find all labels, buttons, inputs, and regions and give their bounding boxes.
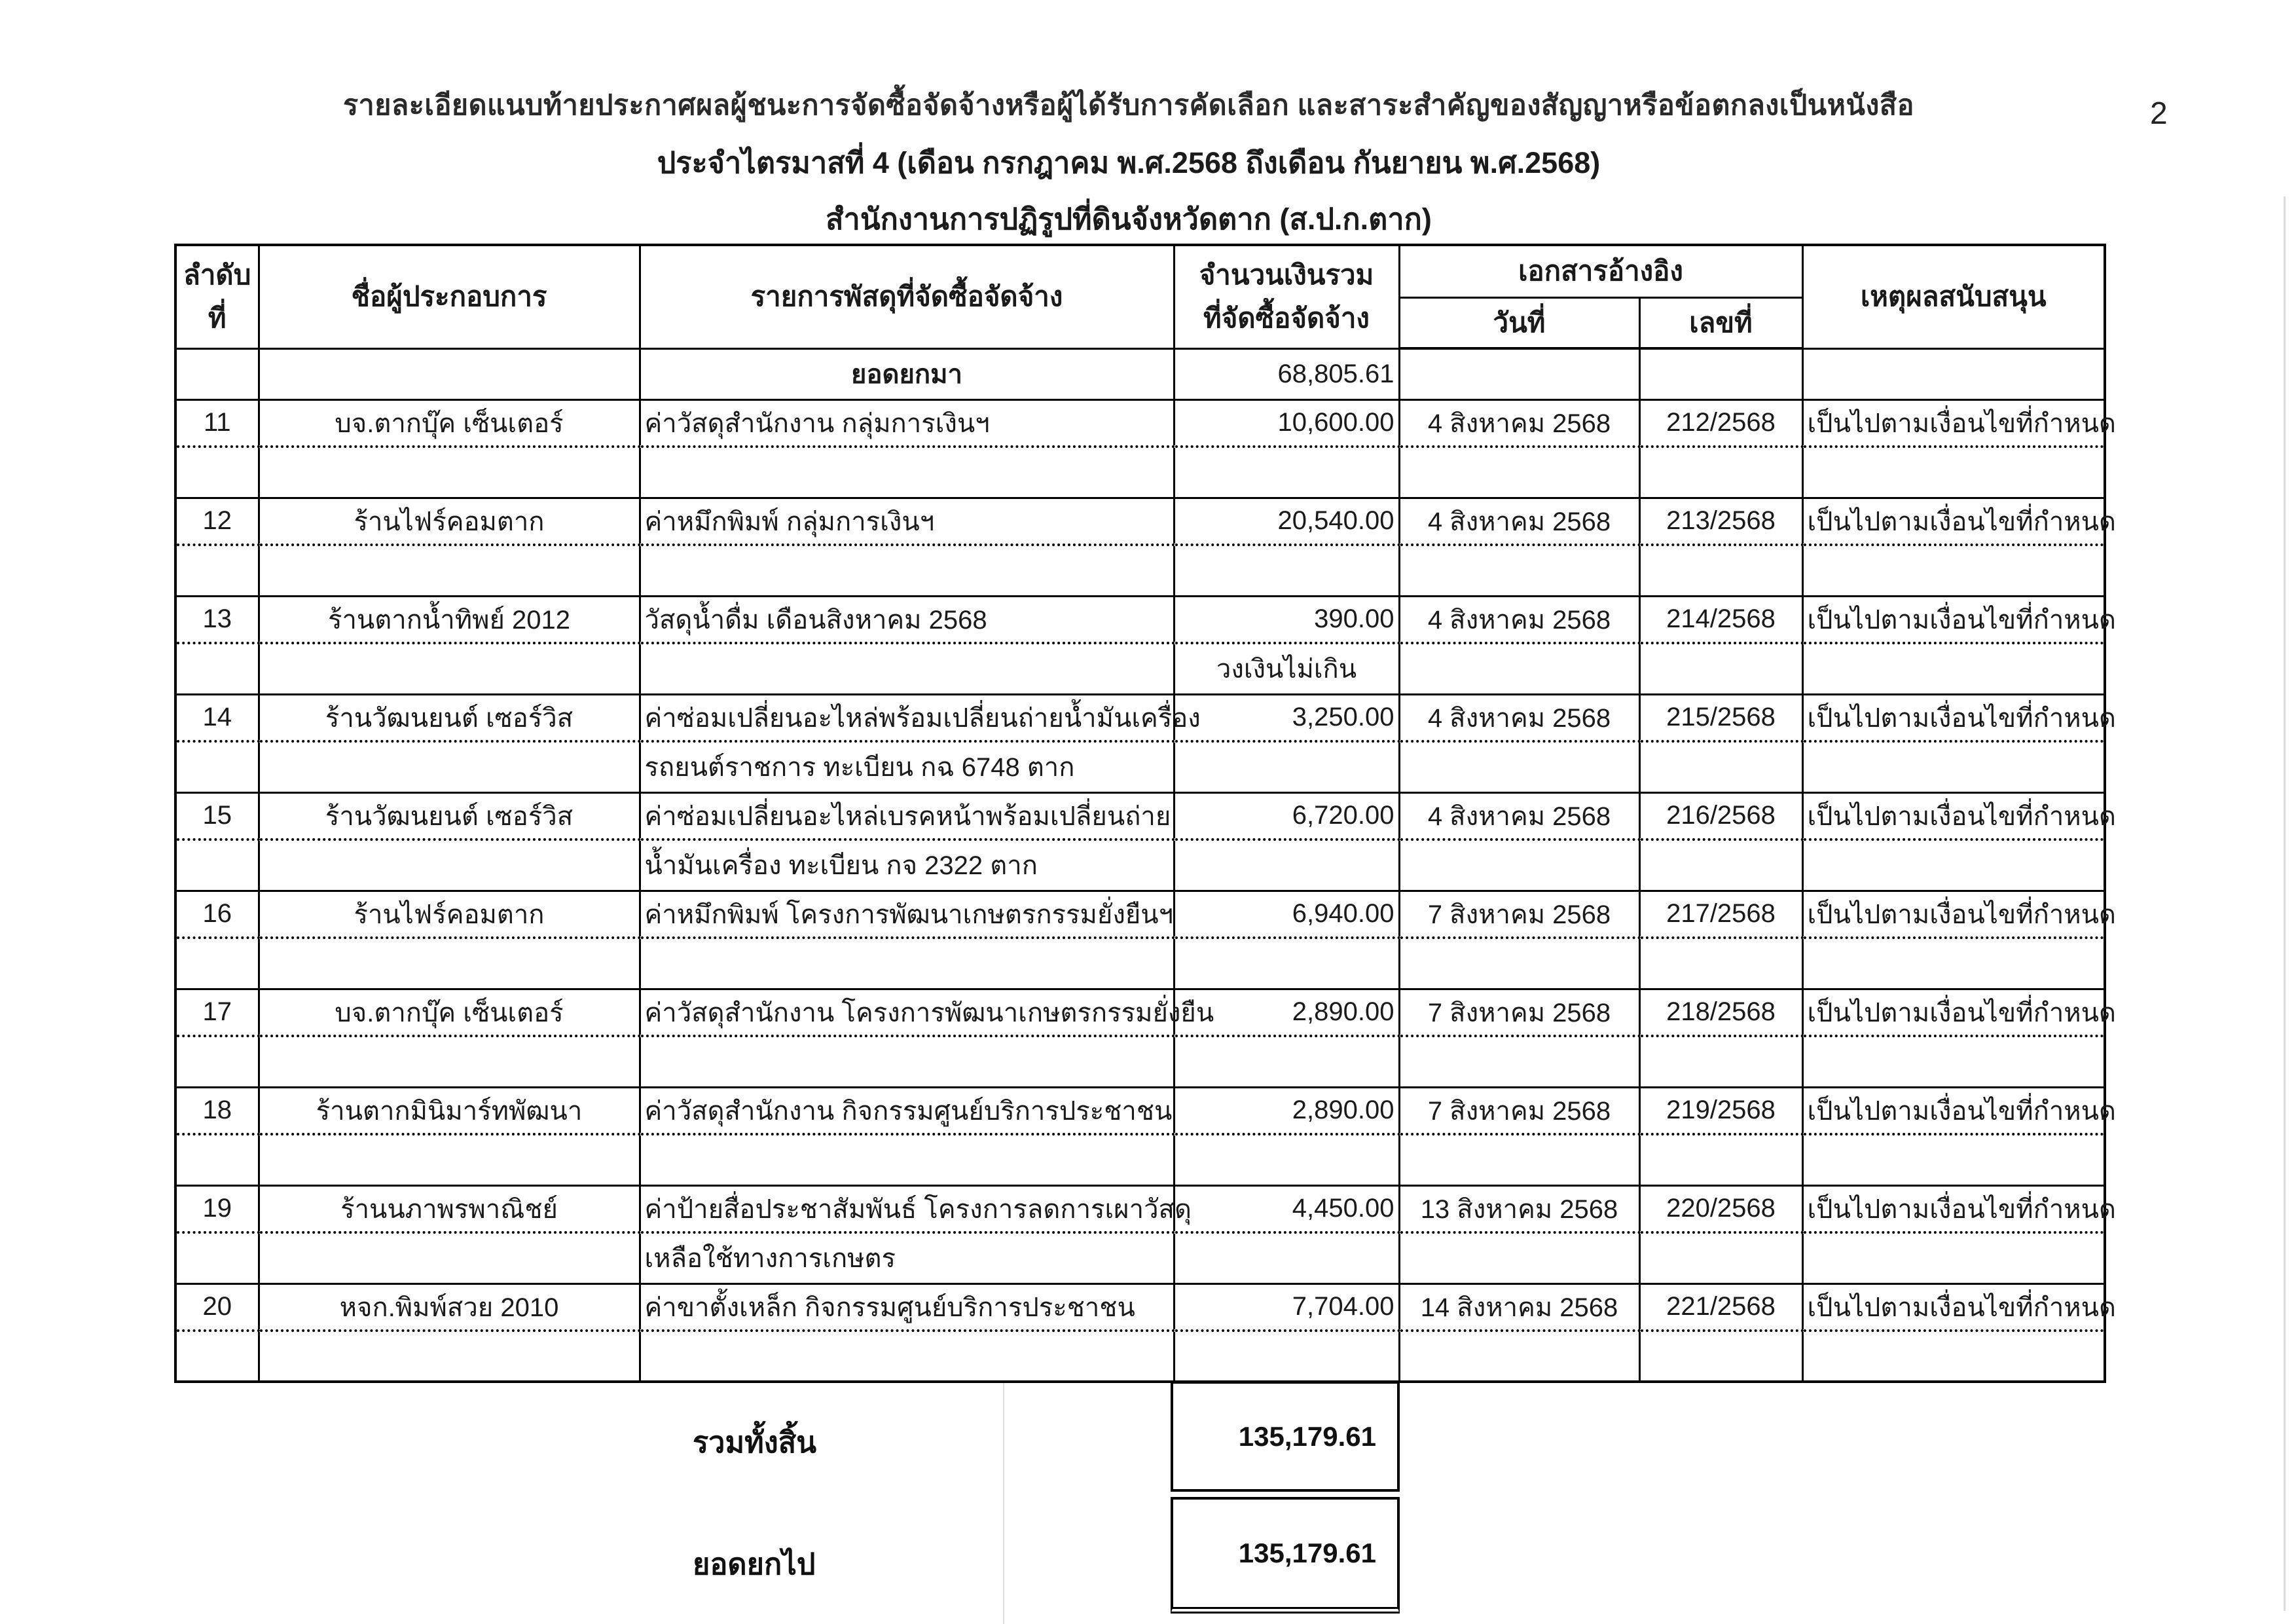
cell-amount-note [1174, 938, 1399, 989]
cell-empty [175, 1134, 259, 1185]
cell-amount-note [1174, 545, 1399, 596]
cell-amount: 20,540.00 [1174, 498, 1399, 545]
cell-empty [175, 1232, 259, 1283]
header-amount-line1: จำนวนเงินรวม [1199, 259, 1374, 291]
cell-amount: 6,940.00 [1174, 891, 1399, 938]
cell-reason: เป็นไปตามเงื่อนไขที่กำหนด [1802, 989, 2105, 1036]
cell-item: ค่าหมึกพิมพ์ กลุ่มการเงินฯ [640, 498, 1174, 545]
cell-no: 16 [175, 891, 259, 938]
cell-item-line2 [640, 1134, 1174, 1185]
table-header [175, 245, 2105, 348]
cell-reason: เป็นไปตามเงื่อนไขที่กำหนด [1802, 1283, 2105, 1331]
cell-item-line2: น้ำมันเครื่อง ทะเบียน กจ 2322 ตาก [640, 840, 1174, 891]
table-row-continuation [175, 840, 2105, 891]
table-row [175, 891, 2105, 938]
cell-amount-note: วงเงินไม่เกิน [1174, 643, 1399, 694]
cell-empty [259, 643, 640, 694]
cell-item-line2: เหลือใช้ทางการเกษตร [640, 1232, 1174, 1283]
header-ref-no: เลขที่ [1639, 297, 1802, 348]
cell-doc-no: 215/2568 [1639, 694, 1802, 741]
carried-forward-label: ยอดยกไป [693, 1547, 816, 1581]
cell-vendor: ร้านตากมินิมาร์ทพัฒนา [259, 1087, 640, 1134]
cell-amount: 7,704.00 [1174, 1283, 1399, 1331]
table-row [175, 498, 2105, 545]
table-row [175, 694, 2105, 741]
cell-empty [1802, 643, 2105, 694]
procurement-table [174, 244, 2116, 1383]
cell-empty [175, 447, 259, 498]
cell-empty [175, 545, 259, 596]
cell-item-line2 [640, 1331, 1174, 1382]
cell-empty [175, 1036, 259, 1087]
cell-empty [1399, 1232, 1639, 1283]
cell-empty [1802, 1232, 2105, 1283]
brought-forward-row [175, 348, 2105, 399]
cell-empty [1639, 1232, 1802, 1283]
cell-date: 4 สิงหาคม 2568 [1399, 399, 1639, 447]
header-item: รายการพัสดุที่จัดซื้อจัดจ้าง [640, 245, 1174, 348]
cell-item-line2 [640, 938, 1174, 989]
cell-item: ค่าขาตั้งเหล็ก กิจกรรมศูนย์บริการประชาชน [640, 1283, 1174, 1331]
cell-empty [259, 938, 640, 989]
cell-empty [1802, 348, 2105, 399]
cell-no: 15 [175, 792, 259, 840]
header-reason: เหตุผลสนับสนุน [1802, 245, 2105, 348]
cell-item: ค่าวัสดุสำนักงาน กิจกรรมศูนย์บริการประชาชน [640, 1087, 1174, 1134]
cell-date: 7 สิงหาคม 2568 [1399, 1087, 1639, 1134]
cell-date: 13 สิงหาคม 2568 [1399, 1185, 1639, 1232]
cell-vendor: บจ.ตากบุ๊ค เซ็นเตอร์ [259, 989, 640, 1036]
carried-forward-amount: 135,179.61 [1171, 1497, 1400, 1614]
cell-empty [175, 938, 259, 989]
cell-doc-no: 217/2568 [1639, 891, 1802, 938]
cell-empty [259, 1036, 640, 1087]
cell-no: 20 [175, 1283, 259, 1331]
cell-date: 4 สิงหาคม 2568 [1399, 596, 1639, 643]
page-number: 2 [2150, 96, 2168, 131]
table-row-continuation [175, 643, 2105, 694]
cell-item: ค่าหมึกพิมพ์ โครงการพัฒนาเกษตรกรรมยั่งยืนฯ [640, 891, 1174, 938]
cell-doc-no: 219/2568 [1639, 1087, 1802, 1134]
cell-doc-no: 214/2568 [1639, 596, 1802, 643]
cell-amount: 3,250.00 [1174, 694, 1399, 741]
table-row-continuation [175, 1232, 2105, 1283]
cell-empty [1802, 1134, 2105, 1185]
cell-empty [1399, 643, 1639, 694]
cell-empty [1802, 840, 2105, 891]
cell-empty [1399, 348, 1639, 399]
cell-item: ค่าวัสดุสำนักงาน กลุ่มการเงินฯ [640, 399, 1174, 447]
cell-amount-note [1174, 741, 1399, 792]
document-title-line3: สำนักงานการปฏิรูปที่ดินจังหวัดตาก (ส.ป.ก.ตาก) [826, 202, 1432, 236]
cell-reason: เป็นไปตามเงื่อนไขที่กำหนด [1802, 596, 2105, 643]
cell-empty [175, 348, 259, 399]
cell-vendor: ร้านไฟร์คอมตาก [259, 498, 640, 545]
brought-forward-label: ยอดยกมา [640, 348, 1174, 399]
cell-amount-note [1174, 1036, 1399, 1087]
cell-vendor: ร้านไฟร์คอมตาก [259, 891, 640, 938]
cell-amount: 6,720.00 [1174, 792, 1399, 840]
cell-empty [175, 741, 259, 792]
cell-vendor: ร้านตากน้ำทิพย์ 2012 [259, 596, 640, 643]
cell-empty [1802, 938, 2105, 989]
cell-doc-no: 216/2568 [1639, 792, 1802, 840]
cell-no: 12 [175, 498, 259, 545]
cell-empty [1639, 840, 1802, 891]
cell-doc-no: 221/2568 [1639, 1283, 1802, 1331]
cell-amount-note [1174, 1232, 1399, 1283]
cell-doc-no: 218/2568 [1639, 989, 1802, 1036]
header-ref-date: วันที่ [1399, 297, 1639, 348]
grand-total-label: รวมทั้งสิ้น [693, 1426, 816, 1459]
cell-item-line2 [640, 545, 1174, 596]
cell-amount-note [1174, 1331, 1399, 1382]
header-amount [1174, 245, 1399, 348]
cell-no: 13 [175, 596, 259, 643]
cell-reason: เป็นไปตามเงื่อนไขที่กำหนด [1802, 1087, 2105, 1134]
cell-empty [1399, 1036, 1639, 1087]
cell-date: 7 สิงหาคม 2568 [1399, 891, 1639, 938]
cell-reason: เป็นไปตามเงื่อนไขที่กำหนด [1802, 694, 2105, 741]
table-row [175, 1185, 2105, 1232]
cell-no: 19 [175, 1185, 259, 1232]
document-title-line2: ประจำไตรมาสที่ 4 (เดือน กรกฎาคม พ.ศ.2568 ถึงเดือน กันยายน พ.ศ.2568) [657, 146, 1601, 179]
table-row-continuation [175, 545, 2105, 596]
table-row-continuation [175, 938, 2105, 989]
cell-empty [1802, 1036, 2105, 1087]
cell-item-line2 [640, 447, 1174, 498]
table-row-continuation [175, 1331, 2105, 1382]
cell-empty [1399, 741, 1639, 792]
cell-amount: 390.00 [1174, 596, 1399, 643]
cell-item: ค่าป้ายสื่อประชาสัมพันธ์ โครงการลดการเผาวัสดุ [640, 1185, 1174, 1232]
cell-doc-no: 220/2568 [1639, 1185, 1802, 1232]
table-row-continuation [175, 741, 2105, 792]
document-title-line1: รายละเอียดแนบท้ายประกาศผลผู้ชนะการจัดซื้อจัดจ้างหรือผู้ได้รับการคัดเลือก และสาระสำคัญของสัญญาหรือข้อตกลงเป็นหนังสือ [343, 90, 1914, 121]
header-no-line1: ลำดับ [183, 259, 251, 291]
cell-empty [175, 643, 259, 694]
cell-date: 4 สิงหาคม 2568 [1399, 498, 1639, 545]
cell-item-line2 [640, 1036, 1174, 1087]
header-reference: เอกสารอ้างอิง [1399, 245, 1802, 297]
cell-empty [1399, 545, 1639, 596]
cell-empty [1802, 447, 2105, 498]
cell-vendor: ร้านวัฒนยนต์ เซอร์วิส [259, 792, 640, 840]
cell-empty [1802, 545, 2105, 596]
table-row [175, 399, 2105, 447]
cell-empty [1639, 741, 1802, 792]
cell-empty [1639, 1134, 1802, 1185]
cell-empty [259, 741, 640, 792]
cell-item-line2 [640, 643, 1174, 694]
cell-empty [1639, 1331, 1802, 1382]
cell-amount-note [1174, 840, 1399, 891]
header-amount-line2: ที่จัดซื้อจัดจ้าง [1203, 303, 1370, 334]
cell-amount: 2,890.00 [1174, 989, 1399, 1036]
cell-vendor: ร้านนภาพรพาณิชย์ [259, 1185, 640, 1232]
cell-no: 18 [175, 1087, 259, 1134]
cell-reason: เป็นไปตามเงื่อนไขที่กำหนด [1802, 792, 2105, 840]
cell-no: 11 [175, 399, 259, 447]
cell-date: 7 สิงหาคม 2568 [1399, 989, 1639, 1036]
table-row [175, 792, 2105, 840]
table-row-continuation [175, 1036, 2105, 1087]
cell-empty [1639, 643, 1802, 694]
cell-date: 4 สิงหาคม 2568 [1399, 792, 1639, 840]
cell-empty [259, 348, 640, 399]
cell-date: 4 สิงหาคม 2568 [1399, 694, 1639, 741]
cell-empty [259, 1232, 640, 1283]
table-row-continuation [175, 447, 2105, 498]
cell-amount: 10,600.00 [1174, 399, 1399, 447]
table-row [175, 1087, 2105, 1134]
header-no-line2: ที่ [208, 303, 227, 334]
cell-empty [259, 840, 640, 891]
cell-item: ค่าซ่อมเปลี่ยนอะไหล่พร้อมเปลี่ยนถ่ายน้ำมันเครื่อง [640, 694, 1174, 741]
cell-empty [1639, 1036, 1802, 1087]
cell-item: วัสดุน้ำดื่ม เดือนสิงหาคม 2568 [640, 596, 1174, 643]
grand-total-amount: 135,179.61 [1171, 1380, 1400, 1492]
cell-no: 17 [175, 989, 259, 1036]
cell-empty [1399, 938, 1639, 989]
brought-forward-amount: 68,805.61 [1174, 348, 1399, 399]
cell-doc-no: 212/2568 [1639, 399, 1802, 447]
cell-vendor: หจก.พิมพ์สวย 2010 [259, 1283, 640, 1331]
cell-empty [1639, 938, 1802, 989]
cell-empty [175, 1331, 259, 1382]
cell-empty [175, 840, 259, 891]
cell-empty [1399, 1331, 1639, 1382]
cell-no: 14 [175, 694, 259, 741]
cell-empty [1399, 447, 1639, 498]
cell-item: ค่าวัสดุสำนักงาน โครงการพัฒนาเกษตรกรรมยั่งยืน [640, 989, 1174, 1036]
cell-empty [259, 1331, 640, 1382]
cell-amount-note [1174, 1134, 1399, 1185]
cell-empty [1639, 447, 1802, 498]
scan-streak-artifact [1003, 1383, 1004, 1624]
cell-date: 14 สิงหาคม 2568 [1399, 1283, 1639, 1331]
cell-vendor: บจ.ตากบุ๊ค เซ็นเตอร์ [259, 399, 640, 447]
table-row [175, 596, 2105, 643]
cell-amount-note [1174, 447, 1399, 498]
table-row [175, 989, 2105, 1036]
cell-empty [259, 545, 640, 596]
cell-empty [1802, 741, 2105, 792]
cell-reason: เป็นไปตามเงื่อนไขที่กำหนด [1802, 399, 2105, 447]
cell-empty [1639, 545, 1802, 596]
cell-item-line2: รถยนต์ราชการ ทะเบียน กฉ 6748 ตาก [640, 741, 1174, 792]
table-row-continuation [175, 1134, 2105, 1185]
cell-doc-no: 213/2568 [1639, 498, 1802, 545]
cell-reason: เป็นไปตามเงื่อนไขที่กำหนด [1802, 498, 2105, 545]
cell-item: ค่าซ่อมเปลี่ยนอะไหล่เบรคหน้าพร้อมเปลี่ยนถ่าย [640, 792, 1174, 840]
cell-empty [259, 447, 640, 498]
cell-reason: เป็นไปตามเงื่อนไขที่กำหนด [1802, 1185, 2105, 1232]
cell-empty [1802, 1331, 2105, 1382]
cell-empty [1399, 840, 1639, 891]
cell-amount: 4,450.00 [1174, 1185, 1399, 1232]
cell-amount: 2,890.00 [1174, 1087, 1399, 1134]
header-no [175, 245, 259, 348]
table-row [175, 1283, 2105, 1331]
cell-reason: เป็นไปตามเงื่อนไขที่กำหนด [1802, 891, 2105, 938]
header-vendor: ชื่อผู้ประกอบการ [259, 245, 640, 348]
cell-empty [1399, 1134, 1639, 1185]
cell-empty [259, 1134, 640, 1185]
cell-vendor: ร้านวัฒนยนต์ เซอร์วิส [259, 694, 640, 741]
cell-empty [1639, 348, 1802, 399]
scan-edge-artifact [2284, 196, 2286, 1611]
